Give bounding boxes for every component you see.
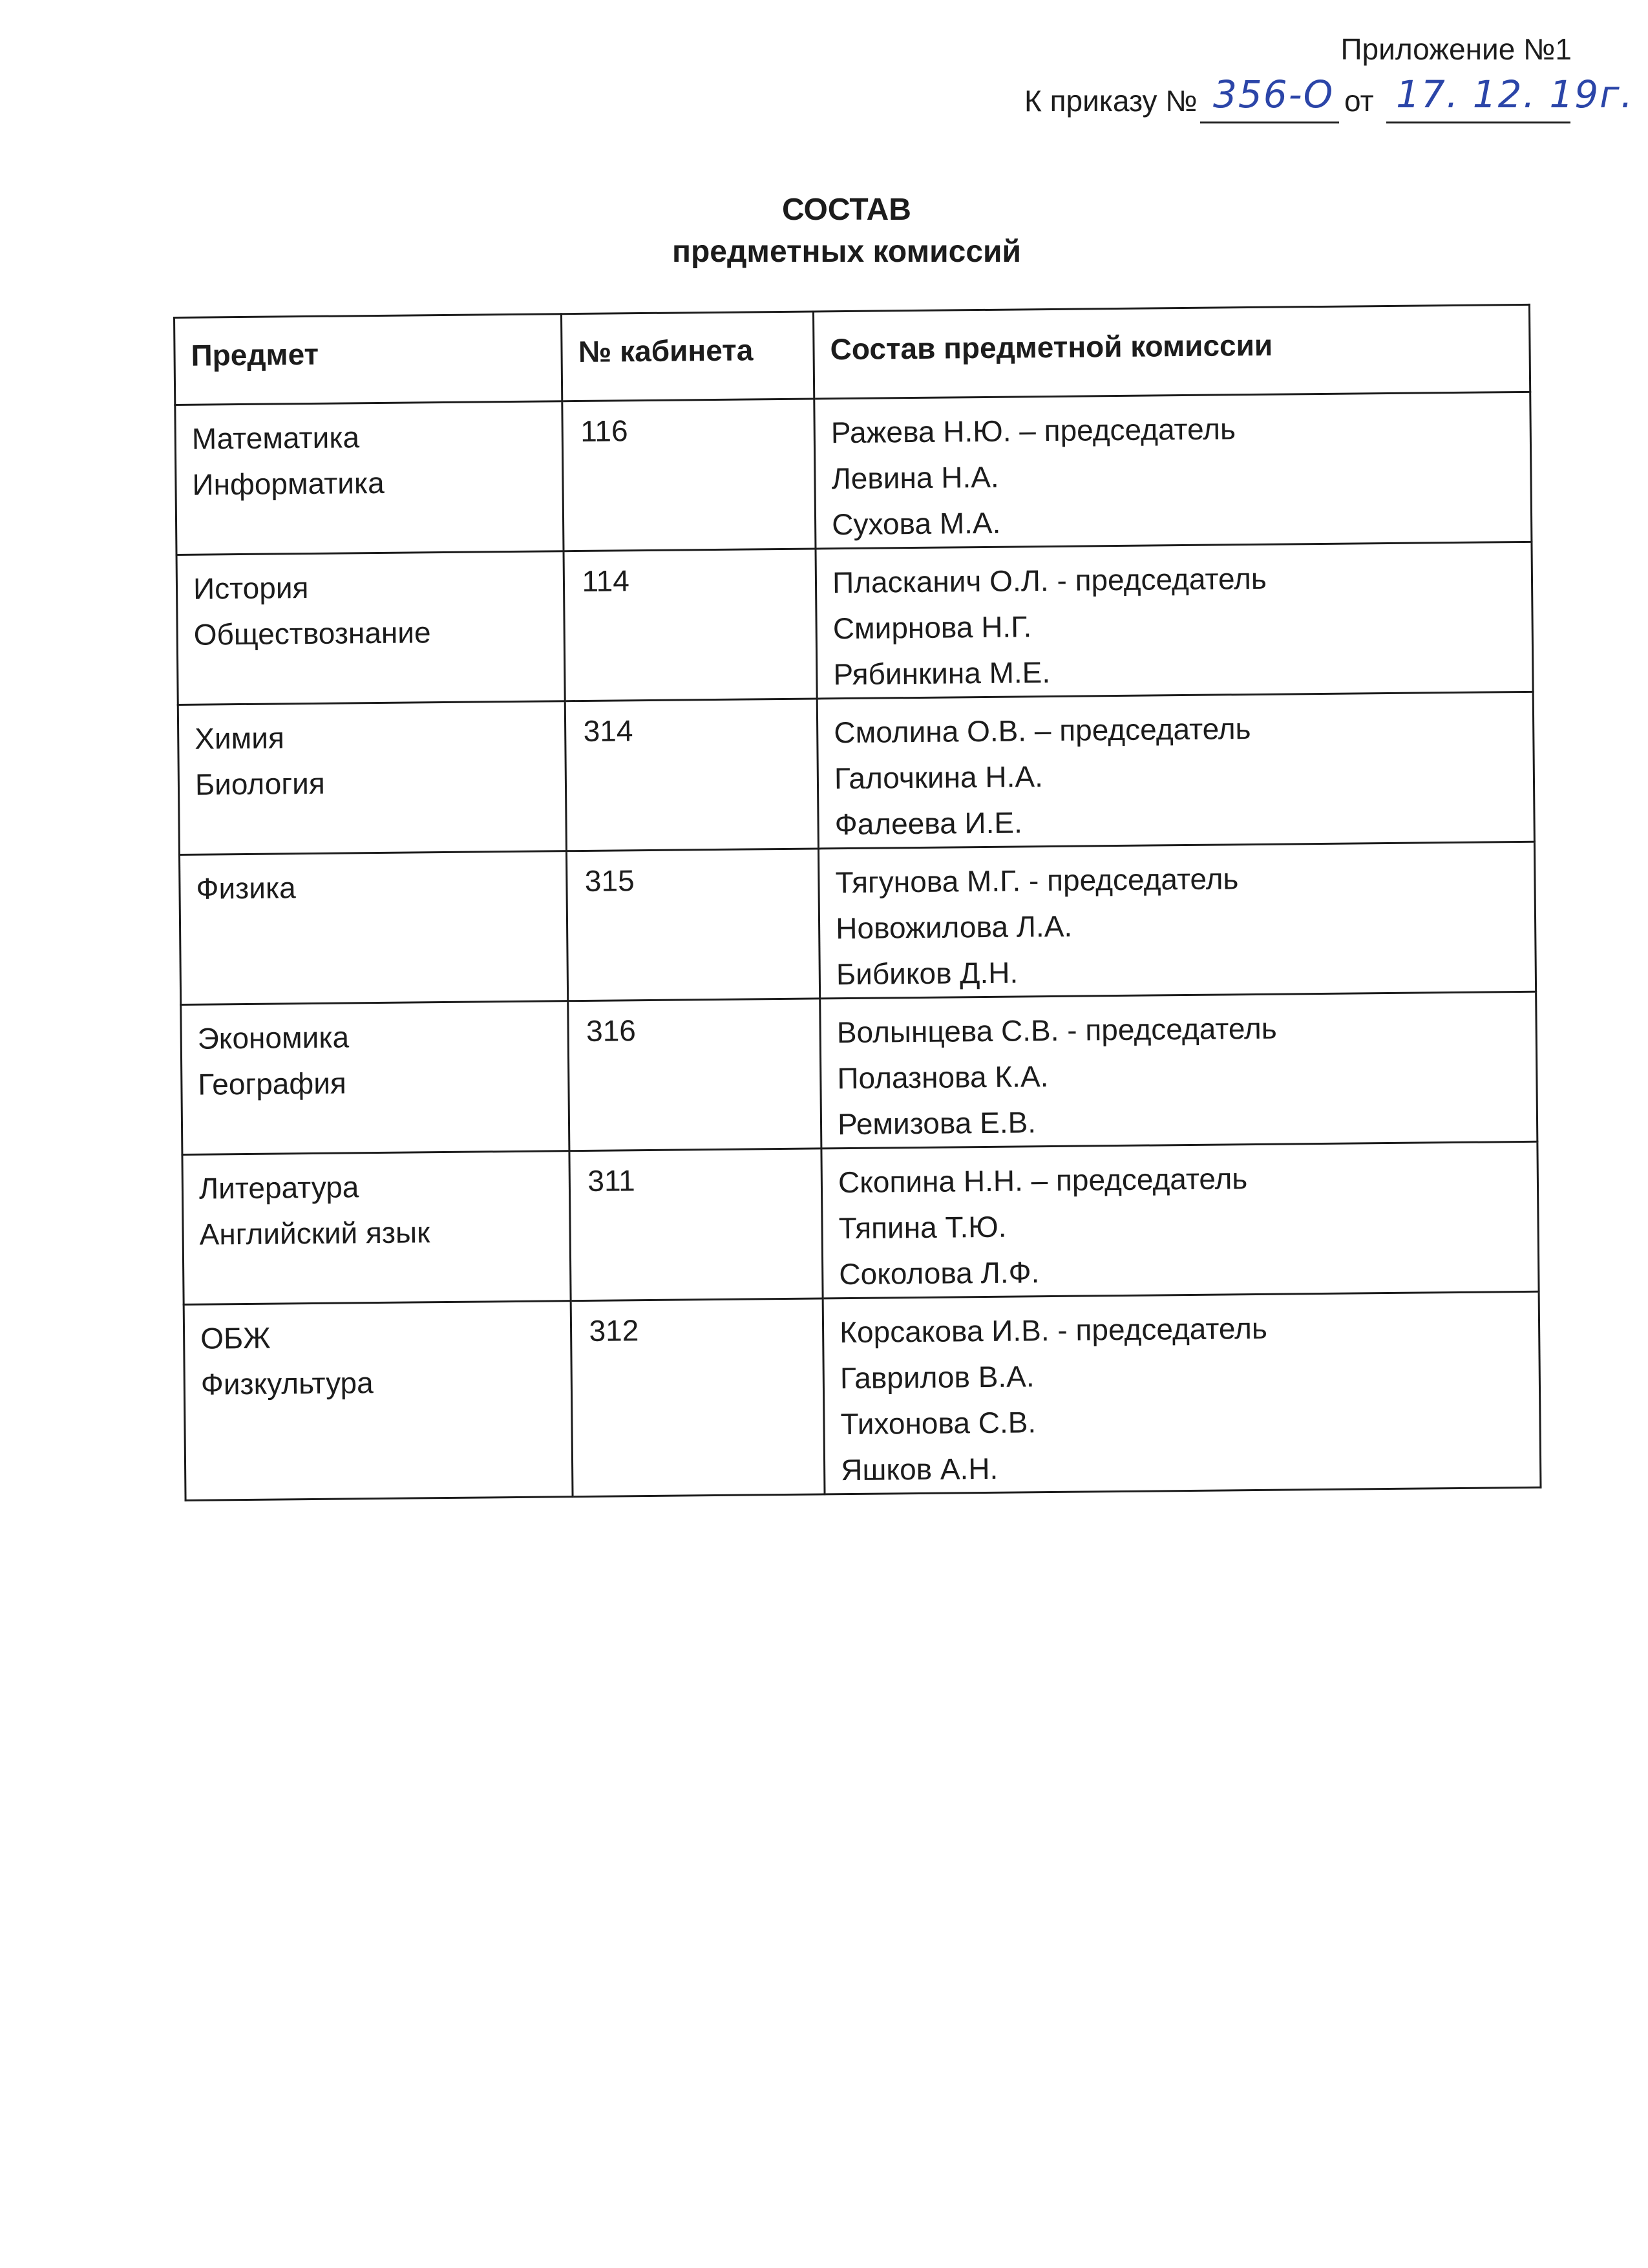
annex-label: Приложение №1 [1340, 32, 1572, 66]
subject-cell [179, 851, 568, 1005]
table-row [184, 1291, 1541, 1500]
table-row [178, 692, 1534, 854]
table-row [175, 392, 1532, 555]
member-name: Рябинкина М.Е. [833, 655, 1051, 692]
subject-name: История [193, 571, 309, 606]
subject-name: ОБЖ [200, 1320, 271, 1355]
subject-name: Обществознание [193, 615, 431, 652]
table-row [176, 542, 1533, 705]
member-name: Левина Н.А. [831, 460, 999, 496]
member-name: Сухова М.А. [831, 505, 1001, 542]
subject-cell [178, 701, 567, 855]
members-cell [816, 542, 1533, 699]
subject-name: Литература [198, 1170, 359, 1205]
table-row [182, 1141, 1539, 1304]
room-cell: 311 [569, 1149, 823, 1301]
order-date-prefix: от [1344, 84, 1374, 118]
member-name: Пласканич О.Л. - председатель [832, 561, 1267, 600]
members-cell [821, 1141, 1539, 1298]
subject-cell [181, 1001, 570, 1155]
members-cell [820, 991, 1537, 1149]
member-name: Ремизова Е.В. [837, 1105, 1037, 1141]
order-reference [1024, 72, 1634, 119]
member-name: Тягунова М.Г. - председатель [835, 862, 1239, 900]
members-cell [814, 392, 1532, 549]
table-row [179, 842, 1536, 1004]
members-cell [823, 1291, 1541, 1494]
members-cell [819, 842, 1536, 999]
column-header-members: Состав предметной комиссии [814, 304, 1530, 399]
member-name: Смирнова Н.Г. [832, 609, 1032, 646]
member-name: Гаврилов В.А. [840, 1359, 1035, 1395]
room-cell: 316 [568, 999, 821, 1151]
member-name: Тяпина Т.Ю. [838, 1209, 1007, 1245]
subject-name: Физика [196, 871, 296, 906]
member-name: Тихонова С.В. [840, 1405, 1037, 1441]
member-name: Волынцева С.В. - председатель [836, 1011, 1277, 1050]
subject-name: Информатика [192, 465, 385, 502]
document-title: СОСТАВ [782, 193, 911, 227]
room-cell: 315 [567, 849, 820, 1001]
subject-name: Математика [191, 420, 360, 456]
room-cell: 116 [562, 399, 816, 551]
member-name: Галочкина Н.А. [834, 759, 1044, 796]
subject-cell [182, 1151, 571, 1305]
room-cell: 314 [565, 699, 819, 851]
subject-name: Английский язык [199, 1215, 430, 1251]
subject-name: Экономика [197, 1020, 350, 1055]
member-name: Ражева Н.Ю. – председатель [830, 412, 1236, 450]
order-date-handwritten: 17. 12. 19г. [1396, 72, 1634, 116]
room-cell: 312 [571, 1298, 825, 1497]
order-number-handwritten: 356-О [1213, 72, 1335, 116]
member-name: Яшков А.Н. [841, 1451, 998, 1487]
subject-cell [176, 551, 565, 705]
member-name: Полазнова К.А. [837, 1059, 1049, 1096]
member-name: Скопина Н.Н. – председатель [838, 1161, 1248, 1200]
subject-cell [175, 401, 564, 555]
column-header-subject: Предмет [174, 314, 563, 405]
member-name: Фалеева И.Е. [834, 805, 1023, 842]
members-cell [817, 692, 1534, 849]
column-header-room: № кабинета [562, 312, 814, 401]
document-subtitle: предметных комиссий [671, 235, 1022, 269]
member-name: Новожилова Л.А. [835, 909, 1073, 946]
member-name: Соколова Л.Ф. [839, 1255, 1040, 1291]
subject-name: Биология [195, 766, 325, 801]
room-cell: 114 [564, 549, 817, 701]
subject-name: Физкультура [200, 1366, 374, 1401]
member-name: Бибиков Д.Н. [836, 955, 1019, 991]
subject-name: География [198, 1066, 347, 1101]
table-row [181, 991, 1537, 1154]
member-name: Смолина О.В. – председатель [834, 712, 1251, 750]
subject-cell [184, 1301, 573, 1501]
table-header-row [174, 304, 1530, 405]
subject-name: Химия [195, 721, 285, 756]
member-name: Корсакова И.В. - председатель [839, 1311, 1268, 1350]
order-prefix: К приказу № [1024, 84, 1198, 118]
commissions-table [173, 304, 1541, 1501]
